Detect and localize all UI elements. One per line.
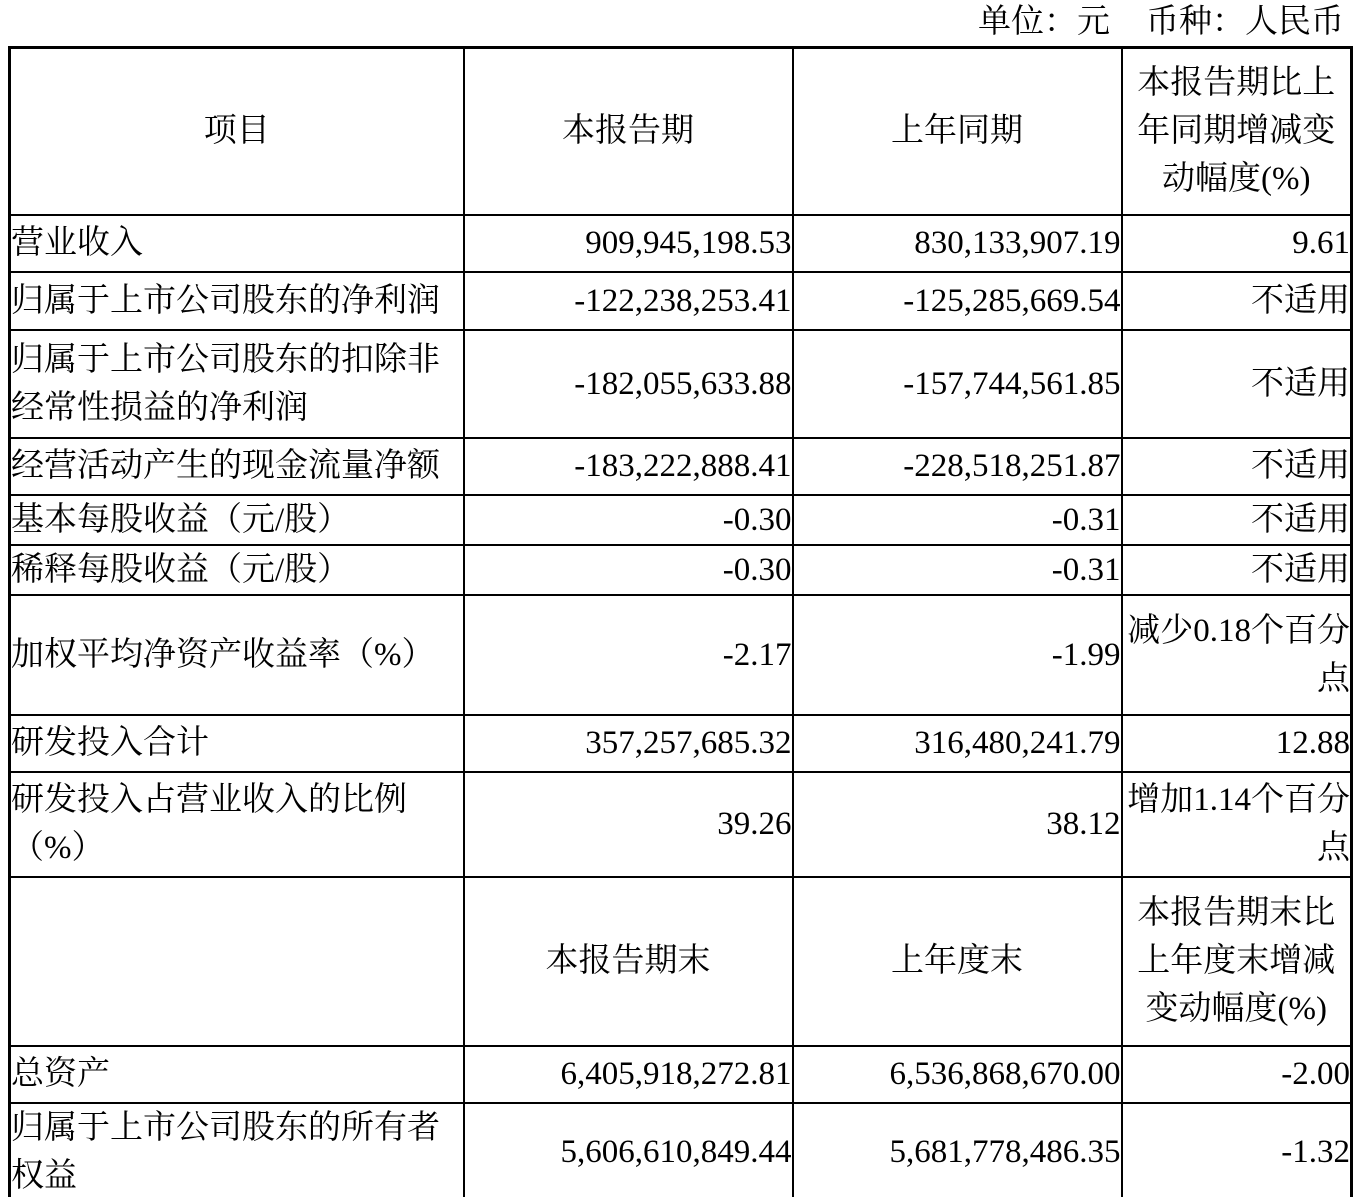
period-header-row <box>10 48 1352 215</box>
current-period-cell: 6,405,918,272.81 <box>464 1046 793 1103</box>
current-period-cell: 909,945,198.53 <box>464 215 793 272</box>
change-cell: 不适用 <box>1122 495 1352 545</box>
prior-period-cell: 316,480,241.79 <box>793 715 1122 772</box>
current-period-cell: -2.17 <box>464 595 793 715</box>
item-label-cell: 稀释每股收益（元/股） <box>10 545 464 595</box>
item-label-cell: 归属于上市公司股东的扣除非经常性损益的净利润 <box>10 330 464 438</box>
change-cell: -1.32 <box>1122 1103 1352 1197</box>
item-label-cell: 研发投入占营业收入的比例（%） <box>10 772 464 877</box>
prior-period-cell: -157,744,561.85 <box>793 330 1122 438</box>
endpoint-header-row <box>10 877 1352 1046</box>
header-empty <box>10 877 464 1046</box>
table-row-rd-ratio <box>10 772 1352 877</box>
item-label-cell: 基本每股收益（元/股） <box>10 495 464 545</box>
table-row-owners-equity <box>10 1103 1352 1197</box>
change-cell: 不适用 <box>1122 272 1352 330</box>
change-cell: 9.61 <box>1122 215 1352 272</box>
prior-period-cell: 830,133,907.19 <box>793 215 1122 272</box>
change-cell: 增加1.14个百分点 <box>1122 772 1352 877</box>
prior-period-cell: 5,681,778,486.35 <box>793 1103 1122 1197</box>
current-period-cell: 357,257,685.32 <box>464 715 793 772</box>
item-label-cell: 研发投入合计 <box>10 715 464 772</box>
header-prior-year-end: 上年度末 <box>793 877 1122 1046</box>
header-current-period-end: 本报告期末 <box>464 877 793 1046</box>
table-row-weighted-roe <box>10 595 1352 715</box>
item-label-cell: 加权平均净资产收益率（%） <box>10 595 464 715</box>
prior-period-cell: -0.31 <box>793 545 1122 595</box>
change-cell: 不适用 <box>1122 545 1352 595</box>
header-period-change: 本报告期比上年同期增减变动幅度(%) <box>1122 48 1352 215</box>
item-label-cell: 总资产 <box>10 1046 464 1103</box>
change-cell: 12.88 <box>1122 715 1352 772</box>
item-label-cell: 归属于上市公司股东的所有者权益 <box>10 1103 464 1197</box>
change-cell: 减少0.18个百分点 <box>1122 595 1352 715</box>
current-period-cell: -182,055,633.88 <box>464 330 793 438</box>
unit-currency-note <box>0 0 1358 46</box>
prior-period-cell: -125,285,669.54 <box>793 272 1122 330</box>
table-row-total-assets <box>10 1046 1352 1103</box>
currency-label: 币种：人民币 <box>1146 4 1344 40</box>
current-period-cell: -122,238,253.41 <box>464 272 793 330</box>
current-period-cell: 39.26 <box>464 772 793 877</box>
header-endpoint-change: 本报告期末比上年度末增减变动幅度(%) <box>1122 877 1352 1046</box>
table-row-revenue <box>10 215 1352 272</box>
table-row-basic-eps <box>10 495 1352 545</box>
prior-period-cell: -228,518,251.87 <box>793 438 1122 495</box>
header-current-period: 本报告期 <box>464 48 793 215</box>
change-cell: -2.00 <box>1122 1046 1352 1103</box>
change-cell: 不适用 <box>1122 330 1352 438</box>
item-label-cell: 营业收入 <box>10 215 464 272</box>
current-period-cell: 5,606,610,849.44 <box>464 1103 793 1197</box>
table-row-deducted-net-profit <box>10 330 1352 438</box>
table-row-net-profit <box>10 272 1352 330</box>
key-financials-table <box>8 46 1353 1197</box>
header-item: 项目 <box>10 48 464 215</box>
item-label-cell: 经营活动产生的现金流量净额 <box>10 438 464 495</box>
prior-period-cell: 6,536,868,670.00 <box>793 1046 1122 1103</box>
unit-label: 单位：元 <box>978 4 1110 40</box>
prior-period-cell: -1.99 <box>793 595 1122 715</box>
prior-period-cell: -0.31 <box>793 495 1122 545</box>
prior-period-cell: 38.12 <box>793 772 1122 877</box>
table-row-operating-cash-flow <box>10 438 1352 495</box>
header-prior-period: 上年同期 <box>793 48 1122 215</box>
table-row-diluted-eps <box>10 545 1352 595</box>
current-period-cell: -183,222,888.41 <box>464 438 793 495</box>
change-cell: 不适用 <box>1122 438 1352 495</box>
current-period-cell: -0.30 <box>464 495 793 545</box>
table-row-rd-total <box>10 715 1352 772</box>
item-label-cell: 归属于上市公司股东的净利润 <box>10 272 464 330</box>
current-period-cell: -0.30 <box>464 545 793 595</box>
